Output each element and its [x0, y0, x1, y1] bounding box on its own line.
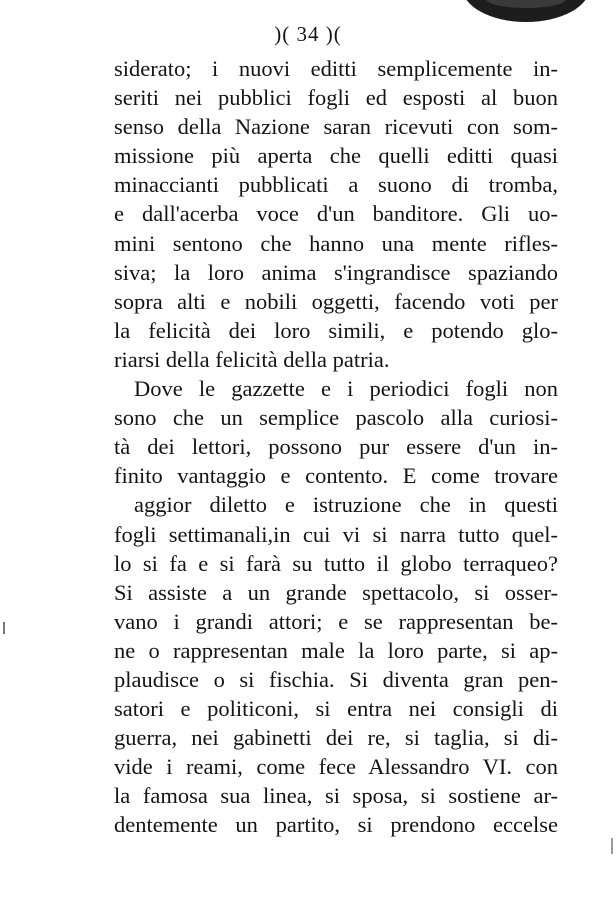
text-line: ne o rappresentan male la loro parte, si ap-: [114, 637, 558, 663]
text-line: fogli settimanali,in cui vi si narra tutto quel-: [114, 521, 558, 547]
page-number: )( 34 )(: [274, 22, 342, 46]
paragraph-end-line: riarsi della felicità della patria.: [114, 346, 390, 372]
paragraph-start-line: Dove le gazzette e i periodici fogli non: [134, 376, 558, 402]
text-line: Si assiste a un grande spettacolo, si osser-: [114, 579, 558, 605]
margin-mark: [3, 622, 5, 634]
text-line: tà dei lettori, possono pur essere d'un in-: [114, 434, 558, 460]
text-line: sono che un semplice pascolo alla curiosi-: [114, 405, 558, 431]
text-line: dentemente un partito, si prendono eccelse: [114, 812, 558, 838]
text-line: sopra alti e nobili oggetti, facendo voti per: [114, 288, 558, 314]
text-line: vide i reami, come fece Alessandro VI. con: [114, 754, 558, 780]
text-line: la felicità dei loro simili, e potendo glo-: [114, 317, 558, 343]
text-line: e dall'acerba voce d'un banditore. Gli uo-: [114, 201, 558, 227]
text-line: lo si fa e si farà su tutto il globo terraqueo?: [114, 550, 558, 576]
text-line: seriti nei pubblici fogli ed esposti al buon: [114, 85, 558, 111]
text-line: senso della Nazione saran ricevuti con som-: [114, 114, 558, 140]
text-line: siva; la loro anima s'ingrandisce spaziando: [114, 259, 558, 285]
text-line: minaccianti pubblicati a suono di tromba,: [114, 172, 558, 198]
edge-mark: [611, 838, 613, 854]
text-line: guerra, nei gabinetti dei re, si taglia, si di-: [114, 725, 558, 751]
ink-blot-decoration: [462, 0, 590, 22]
text-line: finito vantaggio e contento. E come trovare: [114, 463, 558, 489]
body-text: [114, 54, 558, 840]
text-line: mini sentono che hanno una mente rifles-: [114, 230, 558, 256]
text-line: siderato; i nuovi editti semplicemente in-: [114, 56, 558, 81]
text-line: vano i grandi attori; e se rappresentan be-: [114, 608, 558, 634]
text-line: satori e politiconi, si entra nei consigli di: [114, 696, 558, 722]
text-line: missione più aperta che quelli editti quasi: [114, 143, 558, 169]
text-line: aggior diletto e istruzione che in questi: [134, 492, 558, 518]
text-line: plaudisce o si fischia. Si diventa gran pen-: [114, 666, 558, 692]
text-line: la famosa sua linea, si sposa, si sostiene ar-: [114, 783, 558, 809]
